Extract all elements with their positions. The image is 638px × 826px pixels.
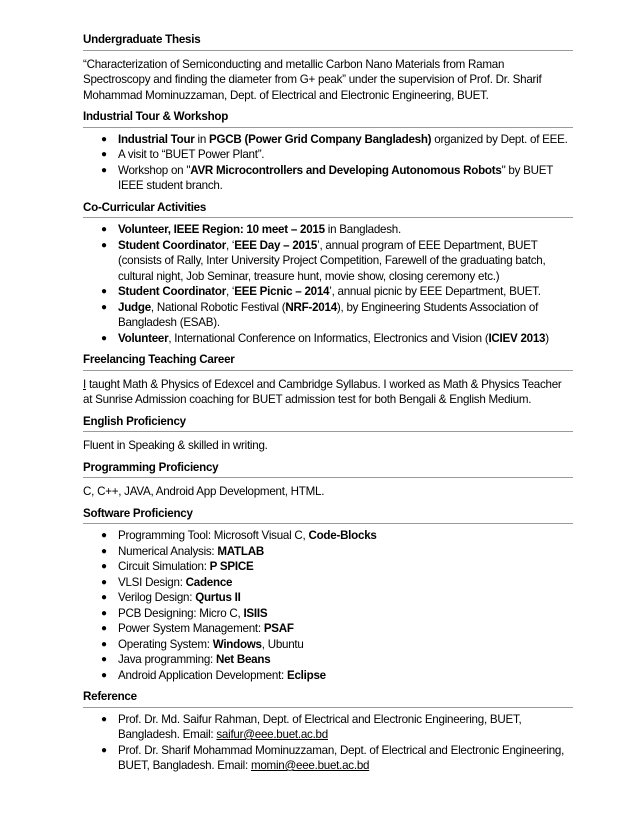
reference-heading: Reference: [83, 689, 573, 708]
programming-section: [83, 460, 573, 500]
software-value: P SPICE: [209, 560, 254, 573]
software-value: Qurtus II: [195, 591, 241, 604]
thesis-heading: Undergraduate Thesis: [83, 32, 573, 51]
reference-email-link[interactable]: saifur@eee.buet.ac.bd: [216, 728, 328, 741]
bullet-icon: ●: [101, 561, 107, 572]
software-label: PCB Designing: Micro C,: [118, 606, 244, 620]
activity-bold: ICIEV 2013: [488, 331, 546, 345]
software-list: [83, 528, 573, 683]
bullet-icon: ●: [101, 669, 107, 681]
list-item: [83, 606, 573, 622]
software-rest: , Ubuntu: [261, 637, 304, 651]
tour-item-bold: AVR Microcontrollers and Developing Autonomous Robots: [190, 163, 502, 177]
tour-list: [83, 132, 573, 194]
freelancing-heading: Freelancing Teaching Career: [83, 352, 573, 371]
software-value: Windows: [212, 637, 262, 651]
activity-bold: EEE Day – 2015: [234, 238, 318, 252]
bullet-icon: ●: [101, 744, 107, 756]
bullet-icon: ●: [101, 638, 107, 650]
software-label: Android Application Development:: [118, 668, 287, 682]
list-item: [83, 743, 573, 774]
english-section: [83, 414, 573, 454]
activity-text: , International Conference on Informatics, Electronics and Vision (: [168, 331, 489, 345]
bullet-icon: ●: [101, 623, 107, 634]
software-label: Programming Tool: Microsoft Visual C,: [118, 529, 309, 542]
software-label: Numerical Analysis:: [118, 544, 218, 558]
bullet-icon: ●: [101, 224, 107, 235]
cocurricular-section: [83, 200, 573, 347]
activity-text: , ‘: [225, 238, 235, 252]
thesis-text: “Characterization of Semiconducting and metallic Carbon Nano Materials from Raman Spectroscopy and finding the diameter from G+ peak” under the supervision of Prof. Dr. Sharif Mohammad Mominuzzaman, Dept. of Electrical and Electronic Engineering, BUET.: [83, 57, 542, 102]
list-item: [83, 637, 573, 653]
tour-section: [83, 109, 573, 194]
list-item: [83, 147, 573, 163]
reference-text: Prof. Dr. Md. Saifur Rahman, Dept. of Electrical and Electronic Engineering, BUET, Bangladesh. Email:: [118, 712, 522, 741]
activity-text: ’, annual picnic by EEE Department, BUET.: [329, 285, 541, 298]
software-label: Circuit Simulation:: [118, 560, 210, 573]
tour-item-text: organized by Dept. of EEE.: [431, 132, 568, 146]
software-label: Power System Management:: [118, 622, 264, 635]
list-item: [83, 544, 573, 560]
bullet-icon: ●: [101, 592, 107, 603]
list-item: [83, 575, 573, 591]
bullet-icon: ●: [101, 607, 107, 619]
list-item: [83, 528, 573, 544]
software-value: ISIIS: [243, 606, 268, 620]
bullet-icon: ●: [101, 713, 107, 725]
activity-text: in Bangladesh.: [324, 223, 401, 236]
software-heading: Software Proficiency: [83, 506, 573, 525]
list-item: [83, 652, 573, 668]
reference-section: [83, 689, 573, 774]
tour-item-text: in: [194, 132, 210, 146]
list-item: [83, 621, 573, 637]
bullet-icon: ●: [101, 239, 107, 251]
software-value: Eclipse: [287, 668, 326, 682]
bullet-icon: ●: [101, 164, 107, 176]
list-item: [83, 163, 573, 194]
activity-bold: NRF-2014: [285, 300, 337, 314]
bullet-icon: ●: [101, 530, 107, 541]
english-text: Fluent in Speaking & skilled in writing.: [83, 439, 268, 452]
bullet-icon: ●: [101, 576, 107, 588]
freelancing-section: [83, 352, 573, 408]
freelancing-first-letter: I: [83, 377, 86, 391]
activity-text: ’, annual program of EEE Department, BUET (consists of Rally, Inter University Project Competition, Farewell of the graduating batch, cultural night, Job Seminar, treasure hunt, movie show, closing ceremony etc.): [118, 238, 546, 283]
activity-text: ): [545, 331, 549, 345]
reference-list: [83, 712, 573, 774]
english-heading: English Proficiency: [83, 414, 573, 433]
tour-heading: Industrial Tour & Workshop: [83, 109, 573, 128]
activity-bold: Judge: [118, 300, 151, 314]
activity-bold: Volunteer, IEEE Region: 10 meet – 2015: [118, 223, 325, 236]
list-item: [83, 712, 573, 743]
tour-item-text: " by BUET IEEE student branch.: [118, 163, 553, 192]
list-item: [83, 668, 573, 684]
bullet-icon: ●: [101, 332, 107, 344]
reference-text: Prof. Dr. Sharif Mohammad Mominuzzaman, Dept. of Electrical and Electronic Engineering, BUET, Bangladesh. Email:: [118, 743, 565, 772]
tour-item-text: Workshop on ": [118, 163, 191, 177]
software-label: Java programming:: [118, 653, 216, 666]
list-item: [83, 331, 573, 347]
freelancing-text: [83, 377, 573, 408]
tour-item-text: A visit to “BUET Power Plant”.: [118, 148, 265, 161]
software-value: MATLAB: [217, 544, 264, 558]
software-value: Cadence: [185, 575, 233, 589]
tour-item-bold: Industrial Tour: [118, 132, 195, 146]
activity-bold: Volunteer: [118, 331, 169, 345]
list-item: [83, 284, 573, 300]
thesis-section: [83, 32, 573, 103]
list-item: [83, 559, 573, 575]
bullet-icon: ●: [101, 149, 107, 160]
freelancing-body: taught Math & Physics of Edexcel and Cambridge Syllabus. I worked as Math & Physics Teacher at Sunrise Admission coaching for BUET admission test for both Bengali & English Medium.: [83, 377, 562, 406]
activity-text: ), by Engineering Students Association of Bangladesh (ESAB).: [118, 300, 539, 329]
software-section: [83, 506, 573, 684]
activity-bold: Student Coordinator: [118, 285, 226, 298]
software-value: Code-Blocks: [308, 529, 377, 542]
activity-bold: Student Coordinator: [118, 238, 226, 252]
activity-text: , National Robotic Festival (: [150, 300, 286, 314]
bullet-icon: ●: [101, 545, 107, 557]
list-item: [83, 222, 573, 238]
programming-heading: Programming Proficiency: [83, 460, 573, 479]
resume-page: [83, 32, 573, 780]
programming-text: C, C++, JAVA, Android App Development, HTML.: [83, 485, 325, 498]
list-item: [83, 300, 573, 331]
software-label: Verilog Design:: [118, 591, 196, 604]
activity-text: , ‘: [225, 285, 235, 298]
list-item: [83, 238, 573, 285]
tour-item-bold: PGCB (Power Grid Company Bangladesh): [209, 132, 432, 146]
software-value: Net Beans: [215, 653, 271, 666]
cocurricular-heading: Co-Curricular Activities: [83, 200, 573, 219]
bullet-icon: ●: [101, 286, 107, 297]
bullet-icon: ●: [101, 654, 107, 665]
bullet-icon: ●: [101, 133, 107, 145]
bullet-icon: ●: [101, 301, 107, 313]
list-item: [83, 590, 573, 606]
list-item: [83, 132, 573, 148]
software-value: PSAF: [263, 622, 294, 635]
cocurricular-list: [83, 222, 573, 346]
reference-email-link[interactable]: momin@eee.buet.ac.bd: [250, 759, 370, 772]
software-label: VLSI Design:: [118, 575, 186, 589]
activity-bold: EEE Picnic – 2014: [234, 285, 330, 298]
software-label: Operating System:: [118, 637, 213, 651]
